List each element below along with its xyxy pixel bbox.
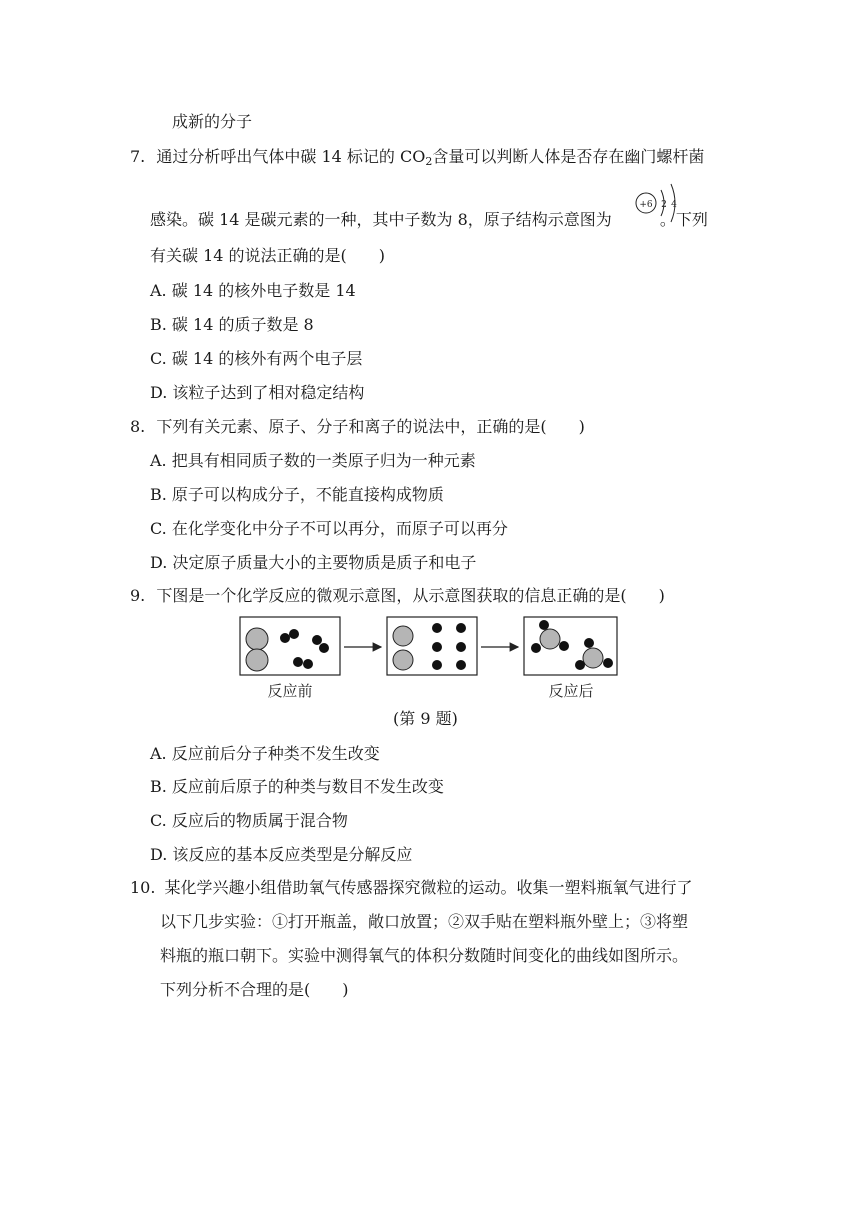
intermediate-atoms-box [387,617,477,675]
q7-stem-line-1 [130,146,704,168]
atom-shell-2-label: 4 [671,200,677,210]
before-reaction-box [240,617,340,675]
q8-option-c: C. 在化学变化中分子不可以再分，而原子可以再分 [150,519,508,538]
q9-figure-caption: (第 9 题) [393,709,458,728]
q8-option-a: A. 把具有相同质子数的一类原子归为一种元素 [150,451,476,470]
q8-stem: 下列有关元素、原子、分子和离子的说法中，正确的是( ) [156,417,585,436]
q7-number: 7. [130,147,146,166]
atom-shell-1-label: 2 [661,200,667,210]
q7-stem-b-pre: 感染。碳 14 是碳元素的一种，其中子数为 8，原子结构示意图为 [150,210,612,229]
label-after-reaction: 反应后 [548,682,594,700]
q7-option-d: D. 该粒子达到了相对稳定结构 [150,383,365,402]
q7-option-a: A. 碳 14 的核外电子数是 14 [150,281,356,300]
q6-tail-text: 成新的分子 [172,112,253,131]
q9-option-c: C. 反应后的物质属于混合物 [150,811,348,830]
atom-nucleus-label: +6 [639,200,653,210]
q8-stem-line [130,416,585,438]
atom-structure-diagram [634,180,682,228]
q10-line-1: 某化学兴趣小组借助氧气传感器探究微粒的运动。收集一塑料瓶氧气进行了 [164,878,693,897]
q8-option-d: D. 决定原子质量大小的主要物质是质子和电子 [150,553,477,572]
label-before-reaction: 反应前 [267,682,313,700]
q7-stem-line-3: 有关碳 14 的说法正确的是( ) [150,246,386,265]
q10-line-2: 以下几步实验：①打开瓶盖，敞口放置；②双手贴在塑料瓶外壁上；③将塑 [160,912,689,931]
after-reaction-box [524,617,617,675]
q9-option-b: B. 反应前后原子的种类与数目不发生改变 [150,777,444,796]
q8-number: 8. [130,417,146,436]
q7-option-b: B. 碳 14 的质子数是 8 [150,315,314,334]
q7-stem-a-pre: 通过分析呼出气体中碳 14 标记的 CO [156,147,426,166]
q10-line-3: 料瓶的瓶口朝下。实验中测得氧气的体积分数随时间变化的曲线如图所示。 [160,946,689,965]
q7-stem-b-post: 。下列 [659,210,708,229]
q7-option-c: C. 碳 14 的核外有两个电子层 [150,349,363,368]
q9-option-a: A. 反应前后分子种类不发生改变 [150,744,380,763]
q10-number: 10. [130,878,156,897]
q7-co2-subscript: 2 [425,155,433,168]
q9-number: 9. [130,586,146,605]
q8-option-b: B. 原子可以构成分子，不能直接构成物质 [150,485,444,504]
q9-stem-line [130,585,665,607]
q7-stem-line-2 [150,209,708,231]
q7-stem-a-post: 含量可以判断人体是否存在幽门螺杆菌 [432,147,705,166]
q10-stem-line-1 [130,877,693,899]
q10-line-4: 下列分析不合理的是( ) [160,980,349,999]
q9-option-d: D. 该反应的基本反应类型是分解反应 [150,845,413,864]
reaction-microscopic-diagram [238,614,624,708]
q9-stem: 下图是一个化学反应的微观示意图，从示意图获取的信息正确的是( ) [156,586,665,605]
